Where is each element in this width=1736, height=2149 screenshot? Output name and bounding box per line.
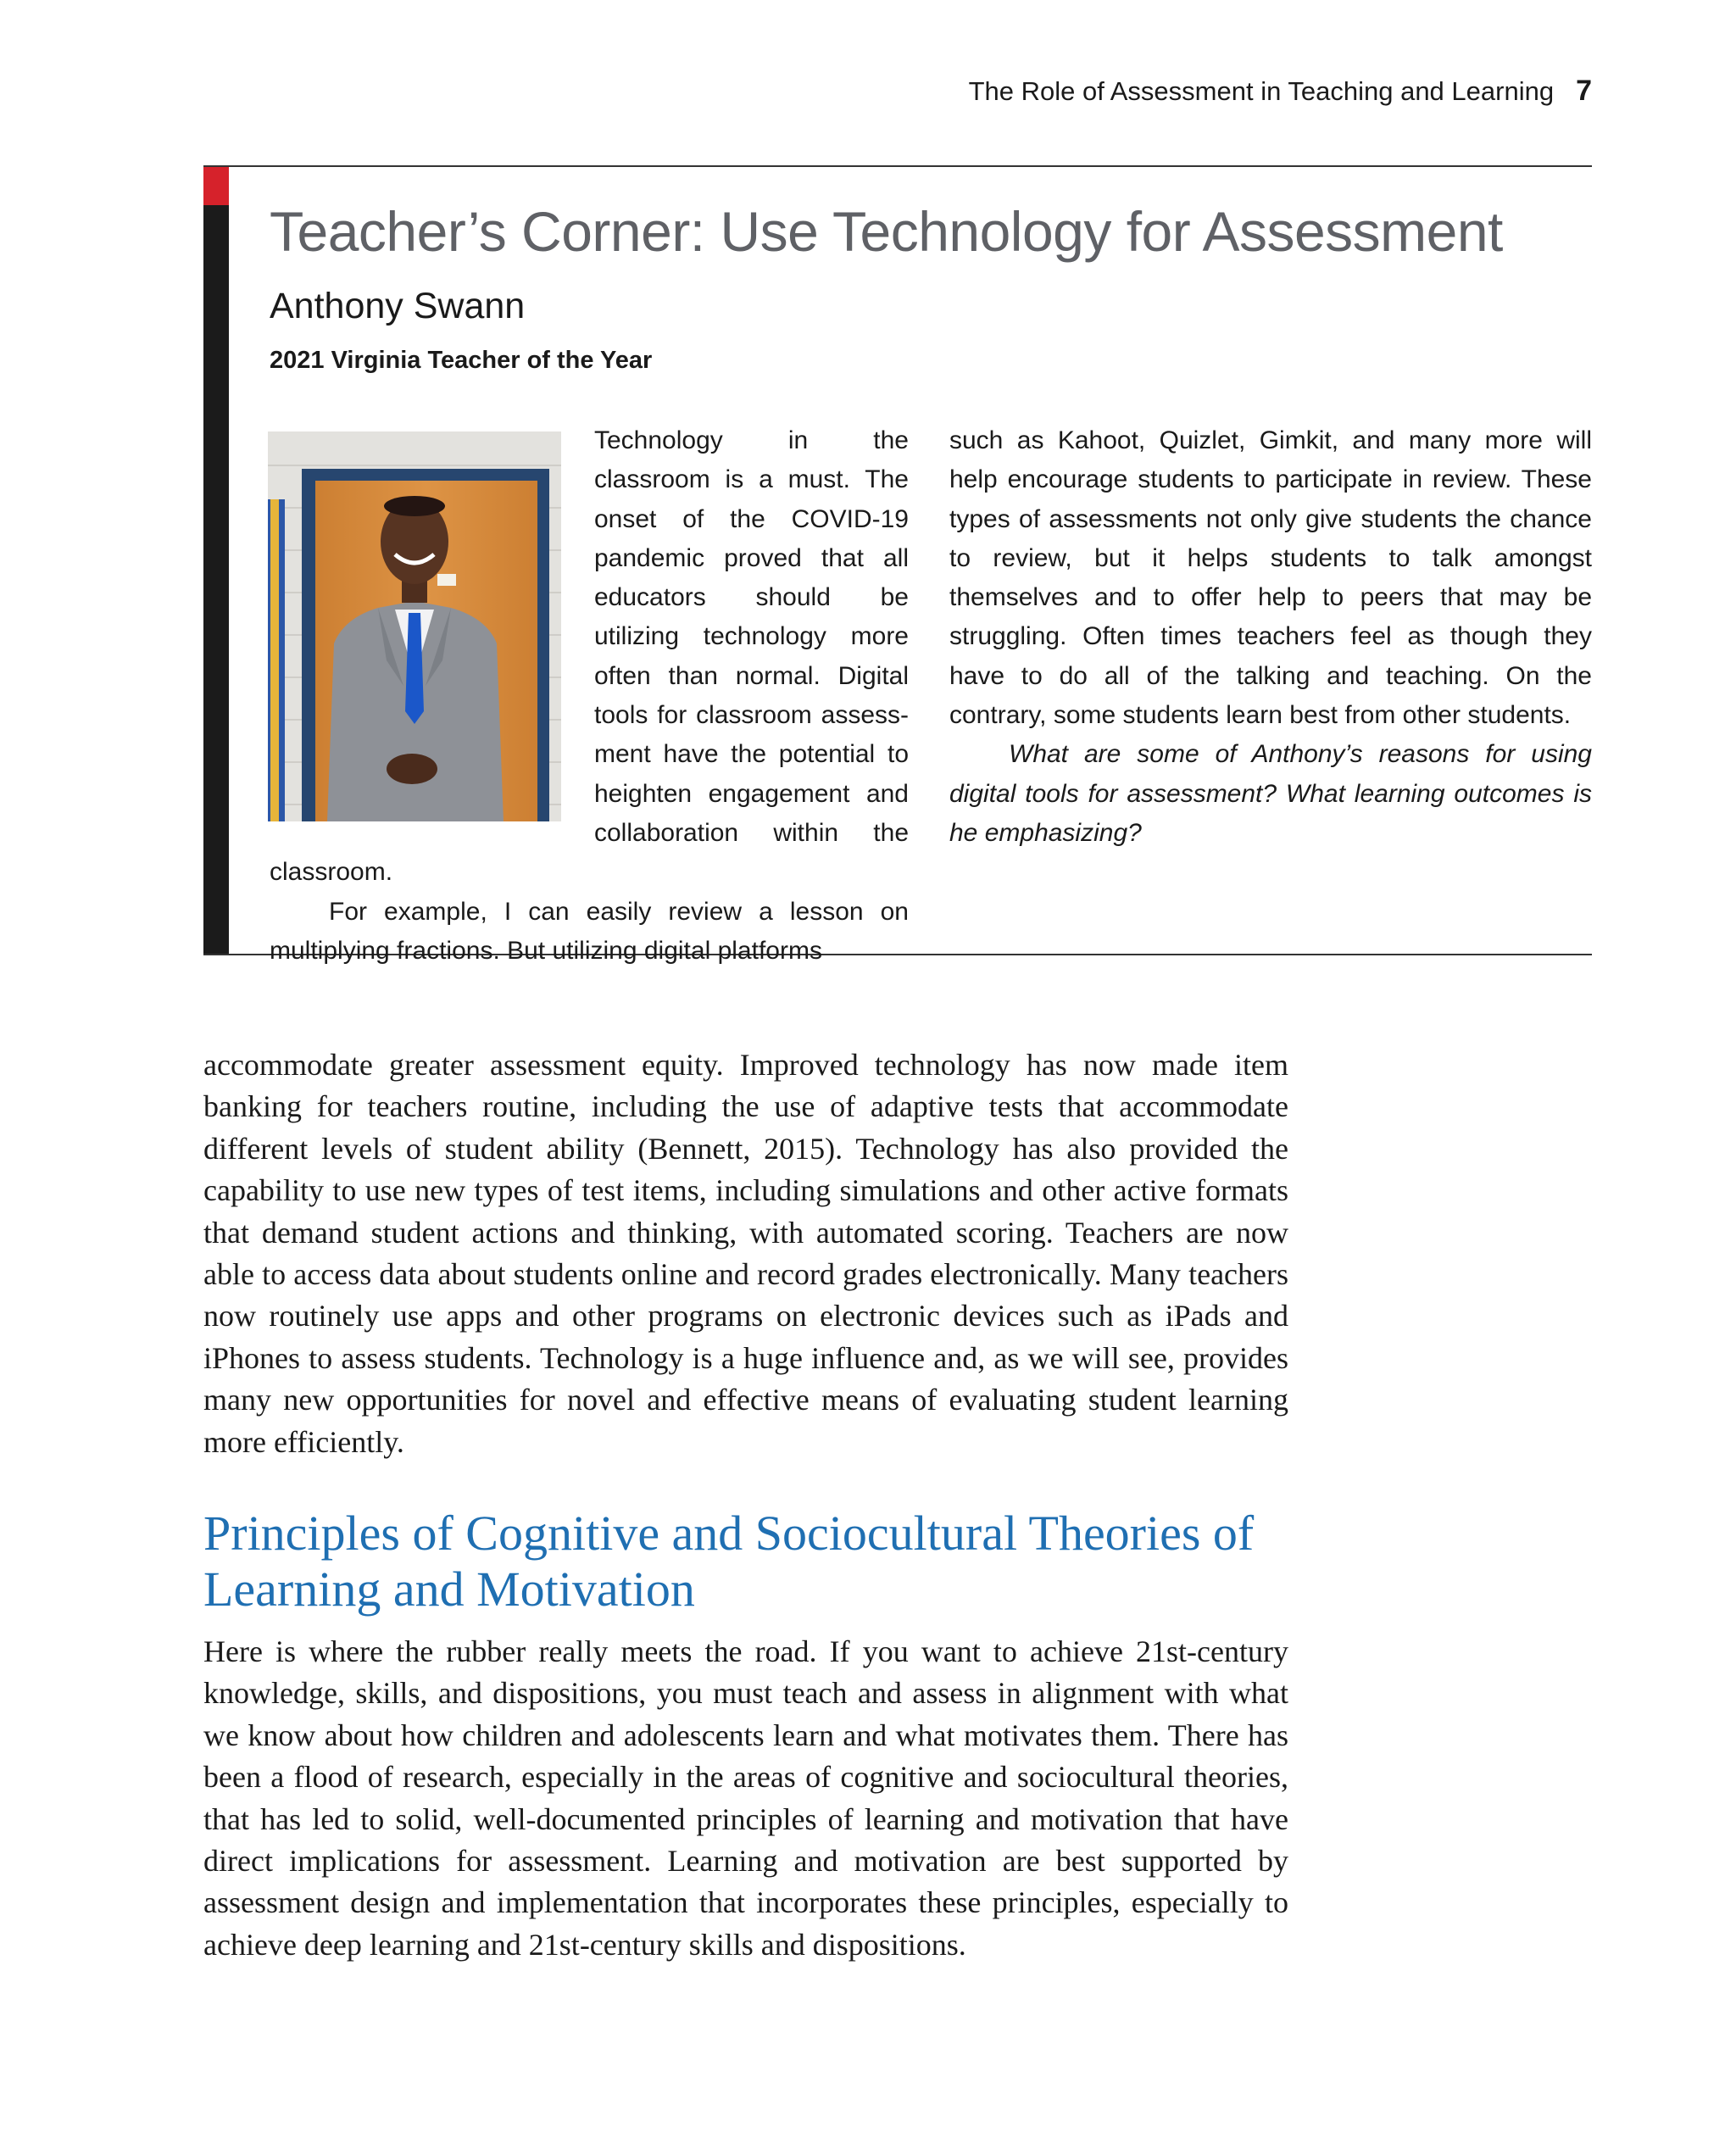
running-head-title: The Role of Assessment in Teaching and Learning [968,76,1555,106]
teachers-corner-box [203,165,1592,965]
section-heading: Principles of Cognitive and Sociocultural Theories of Learning and Motivation [203,1506,1255,1617]
corner-column-right [949,421,1592,853]
body-paragraph-1: accommodate greater assessment equity. Improved technology has now made item banking for teachers routine, including the use of adaptive tests that accommodate different levels of student ability (Bennett, 2015). Technology has also provided the capability to use new types of test items, including simulations and other active formats that demand student actions and thinking, with automated scoring. Teachers are now able to access data about students online and record grades electronically. Many teachers now routinely use apps and other programs on electronic devices such as iPads and iPhones to assess students. Technology is a huge influence and, as we will see, provides many new opportunities for novel and effective means of evaluating student learning more efficiently. [203,1048,1288,1459]
page-number: 7 [1576,75,1592,107]
corner-right-paragraph-1: such as Kahoot, Quizlet, Gimkit, and many more will help encourage students to participate in review. These types of assessments not only give students the chance to review, but it helps students to talk amongst themselves and to offer help to peers that may be struggling. Often times teachers feel as though they have to do all of the talking and teaching. On the contrary, some students learn best from other students. [949,426,1592,730]
corner-left-paragraph-2: For example, I can easily review a lesson on multiplying fractions. But utilizing digital platforms [270,897,909,965]
body-paragraph-2: Here is where the rubber really meets the road. If you want to achieve 21st-century knowledge, skills, and dispositions, you must teach and assess in alignment with what we know about how children and adolescents learn and what motivates them. There has been a flood of research, especially in the areas of cognitive and sociocultural theories, that has led to solid, well-documented principles of learning and motivation that have direct implications for assessment. Learning and motivation are best supported by assessment design and implementation that incorporates these principles, especially to achieve deep learning and 21st-century skills and dispositions. [203,1634,1288,1962]
teachers-corner-title: Teacher’s Corner: Use Technology for Assessment [270,200,1503,263]
sidebar-accent-bar [203,167,229,954]
corner-reflection-question: What are some of Anthony’s reasons for using digital tools for assessment? What learning outcomes is he emphasizing? [949,740,1592,847]
running-head [969,75,1592,108]
red-accent-block [203,167,229,205]
author-award: 2021 Virginia Teacher of the Year [270,347,653,374]
corner-column-left [270,421,909,971]
corner-left-paragraph-1: Technology in the classroom is a must. The onset of the COVID-19 pandemic proved that all educators should be utilizing technology more often than normal. Digital tools for classroom assessment have the potential to heighten engagement and collaboration within the classroom. [270,426,909,887]
author-name: Anthony Swann [270,286,526,326]
